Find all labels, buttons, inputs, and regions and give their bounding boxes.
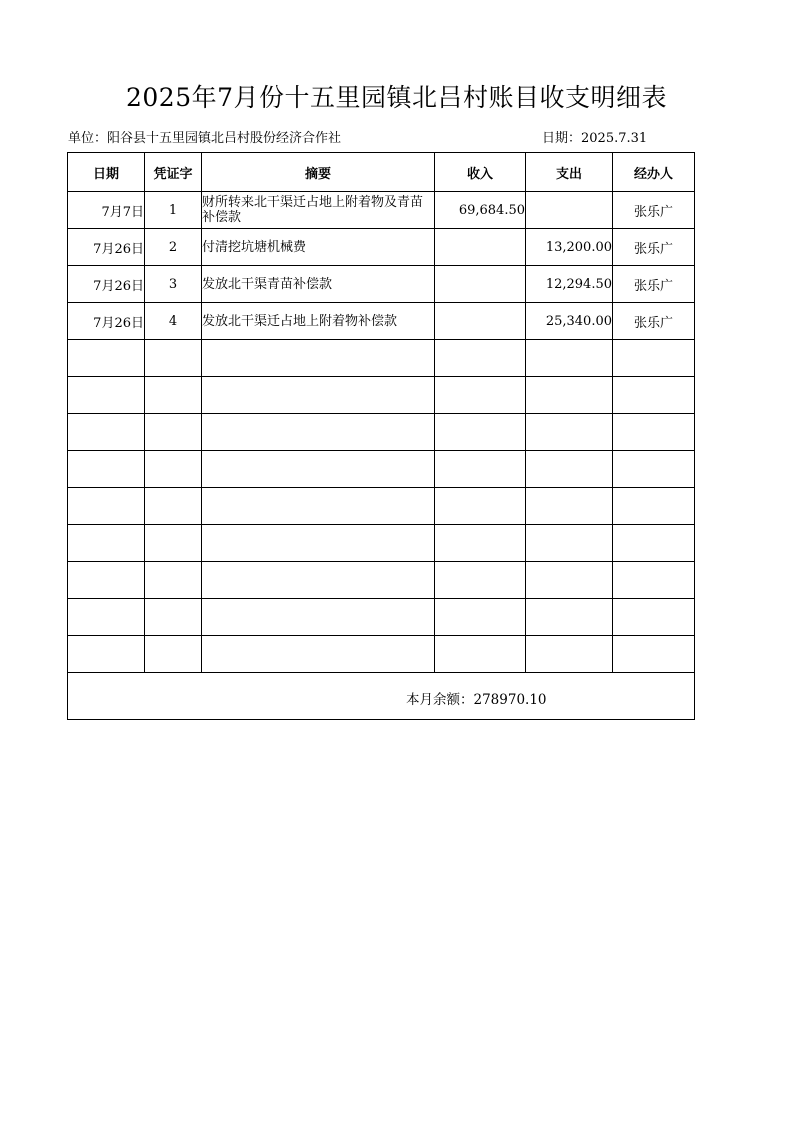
- empty-table-row: [68, 525, 695, 562]
- cell-handler: [613, 414, 695, 451]
- cell-voucher: [145, 525, 202, 562]
- cell-date: [68, 451, 145, 488]
- header-expense: 支出: [526, 153, 613, 192]
- cell-date: 7月26日: [68, 303, 145, 340]
- cell-voucher: 3: [145, 266, 202, 303]
- cell-expense: [526, 377, 613, 414]
- cell-summary: [202, 525, 435, 562]
- cell-voucher: [145, 636, 202, 673]
- cell-summary: [202, 599, 435, 636]
- page-title: 2025年7月份十五里园镇北吕村账目收支明细表: [125, 83, 668, 112]
- cell-date: [68, 599, 145, 636]
- ledger-table: [67, 152, 695, 720]
- cell-income: [435, 377, 526, 414]
- cell-handler: 张乐广: [613, 266, 695, 303]
- cell-income: [435, 451, 526, 488]
- cell-expense: [526, 636, 613, 673]
- cell-handler: 张乐广: [613, 192, 695, 229]
- cell-handler: [613, 599, 695, 636]
- cell-handler: [613, 488, 695, 525]
- empty-table-row: [68, 562, 695, 599]
- empty-table-row: [68, 451, 695, 488]
- cell-summary: [202, 562, 435, 599]
- cell-voucher: [145, 562, 202, 599]
- cell-voucher: [145, 377, 202, 414]
- cell-summary: 付清挖坑塘机械费: [202, 229, 435, 266]
- cell-income: [435, 340, 526, 377]
- cell-income: [435, 266, 526, 303]
- cell-voucher: [145, 599, 202, 636]
- cell-date: [68, 488, 145, 525]
- cell-handler: 张乐广: [613, 303, 695, 340]
- balance-cell: [68, 673, 695, 720]
- cell-voucher: 1: [145, 192, 202, 229]
- cell-date: 7月26日: [68, 266, 145, 303]
- cell-summary: 财所转来北干渠迁占地上附着物及青苗补偿款: [202, 192, 435, 229]
- header-voucher: 凭证字: [145, 153, 202, 192]
- empty-table-row: [68, 636, 695, 673]
- cell-date: [68, 636, 145, 673]
- cell-income: [435, 303, 526, 340]
- cell-expense: [526, 562, 613, 599]
- cell-date: [68, 377, 145, 414]
- header-handler: 经办人: [613, 153, 695, 192]
- cell-income: [435, 414, 526, 451]
- cell-handler: [613, 636, 695, 673]
- cell-expense: [526, 340, 613, 377]
- empty-table-row: [68, 488, 695, 525]
- cell-handler: [613, 340, 695, 377]
- cell-expense: [526, 599, 613, 636]
- empty-table-row: [68, 599, 695, 636]
- empty-table-row: [68, 340, 695, 377]
- table-header-row: [68, 153, 695, 192]
- cell-income: [435, 229, 526, 266]
- cell-summary: [202, 340, 435, 377]
- cell-expense: 25,340.00: [526, 303, 613, 340]
- report-date: 日期：2025.7.31: [542, 131, 648, 146]
- cell-expense: [526, 414, 613, 451]
- cell-expense: 13,200.00: [526, 229, 613, 266]
- cell-summary: 发放北干渠青苗补偿款: [202, 266, 435, 303]
- cell-date: [68, 340, 145, 377]
- empty-table-row: [68, 414, 695, 451]
- cell-handler: [613, 525, 695, 562]
- cell-voucher: 2: [145, 229, 202, 266]
- cell-expense: [526, 451, 613, 488]
- table-row: [68, 192, 695, 229]
- table-row: [68, 229, 695, 266]
- cell-voucher: 4: [145, 303, 202, 340]
- cell-voucher: [145, 340, 202, 377]
- table-row: [68, 303, 695, 340]
- cell-date: 7月26日: [68, 229, 145, 266]
- cell-income: [435, 562, 526, 599]
- cell-income: [435, 525, 526, 562]
- unit-label: 单位：阳谷县十五里园镇北吕村股份经济合作社: [68, 131, 342, 146]
- table-row: [68, 266, 695, 303]
- cell-handler: 张乐广: [613, 229, 695, 266]
- cell-summary: [202, 414, 435, 451]
- header-income: 收入: [435, 153, 526, 192]
- header-date: 日期: [68, 153, 145, 192]
- monthly-balance: 本月余额：278970.10: [406, 692, 547, 708]
- cell-income: [435, 488, 526, 525]
- cell-date: [68, 525, 145, 562]
- cell-date: 7月7日: [68, 192, 145, 229]
- cell-summary: 发放北干渠迁占地上附着物补偿款: [202, 303, 435, 340]
- cell-handler: [613, 377, 695, 414]
- cell-date: [68, 562, 145, 599]
- cell-income: 69,684.50: [435, 192, 526, 229]
- cell-expense: [526, 488, 613, 525]
- cell-income: [435, 599, 526, 636]
- cell-voucher: [145, 414, 202, 451]
- header-summary: 摘要: [202, 153, 435, 192]
- cell-handler: [613, 562, 695, 599]
- cell-expense: 12,294.50: [526, 266, 613, 303]
- cell-expense: [526, 525, 613, 562]
- cell-voucher: [145, 488, 202, 525]
- balance-row: [68, 673, 695, 720]
- cell-date: [68, 414, 145, 451]
- cell-voucher: [145, 451, 202, 488]
- cell-summary: [202, 488, 435, 525]
- cell-income: [435, 636, 526, 673]
- cell-handler: [613, 451, 695, 488]
- cell-expense: [526, 192, 613, 229]
- cell-summary: [202, 636, 435, 673]
- empty-table-row: [68, 377, 695, 414]
- cell-summary: [202, 451, 435, 488]
- cell-summary: [202, 377, 435, 414]
